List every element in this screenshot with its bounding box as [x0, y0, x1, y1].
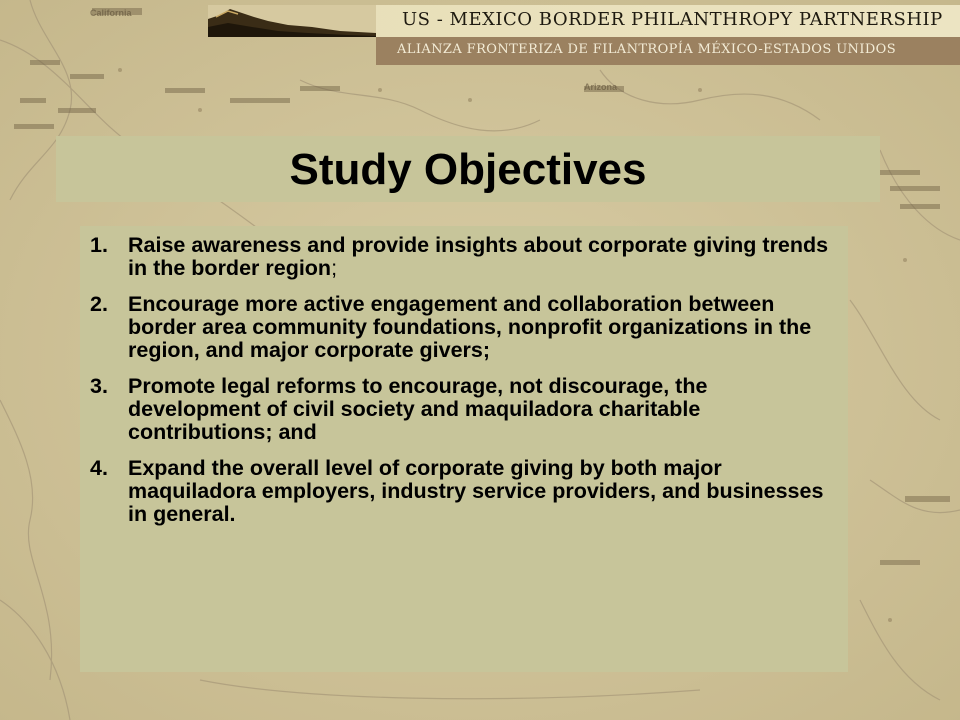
objective-item: [80, 234, 848, 280]
objective-item: [80, 457, 848, 526]
partnership-title-es: ALIANZA FRONTERIZA DE FILANTROPÍA MÉXICO-ESTADOS UNIDOS: [397, 42, 897, 57]
objective-number: 2.: [90, 292, 108, 316]
partnership-title-en: US - MEXICO BORDER PHILANTHROPY PARTNERSHIP: [402, 9, 943, 30]
slide-title: Study Objectives: [289, 145, 647, 194]
map-label-arizona: Arizona: [584, 82, 618, 92]
objective-number: 3.: [90, 374, 108, 398]
map-label-california: California: [90, 8, 132, 18]
mountain-logo-icon: [208, 5, 376, 37]
objective-item: [80, 293, 848, 362]
objectives-list: [80, 234, 848, 526]
title-box: [56, 136, 880, 202]
objectives-panel: [80, 226, 848, 672]
objective-text: Expand the overall level of corporate giving by both major maquiladora employers, industry service providers, and businesses in general.: [128, 456, 824, 526]
objective-number: 4.: [90, 456, 108, 480]
objective-punctuation: ;: [331, 256, 338, 280]
objective-item: [80, 375, 848, 444]
objective-text: Promote legal reforms to encourage, not discourage, the development of civil society and maquiladora charitable contributions; and: [128, 374, 708, 444]
objective-text: Encourage more active engagement and collaboration between border area community foundations, nonprofit organizations in the region, and major corporate givers;: [128, 292, 812, 362]
objective-number: 1.: [90, 233, 108, 257]
objective-text: Raise awareness and provide insights about corporate giving trends in the border region: [128, 233, 829, 280]
